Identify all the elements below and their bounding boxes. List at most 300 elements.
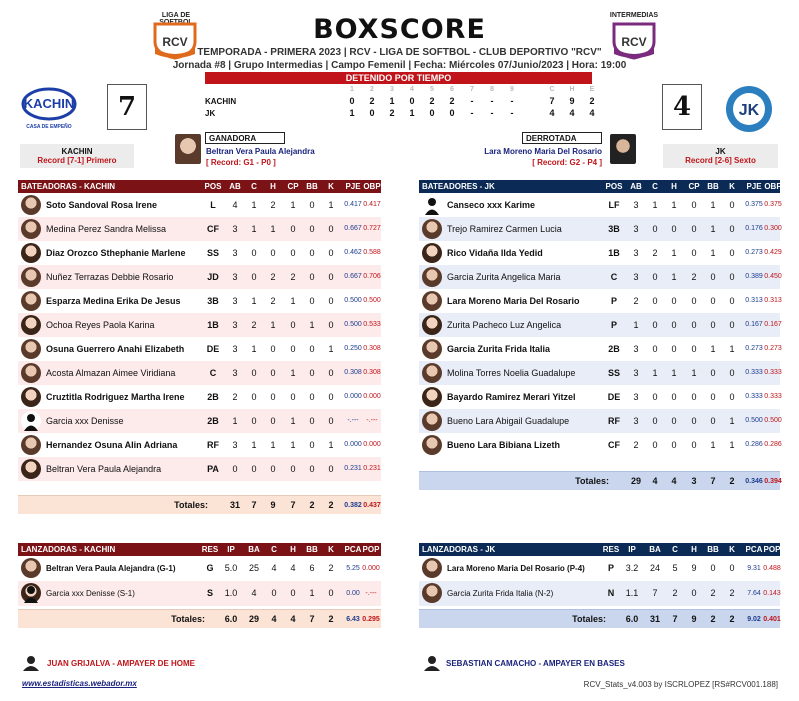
totals-value: 0.437 — [363, 502, 381, 509]
inning-header: 3 — [390, 86, 394, 93]
player-avatar — [21, 315, 41, 335]
stat-cell: 3 — [633, 248, 639, 258]
stat-cell: 0.333 — [745, 369, 763, 376]
stat-cell: 0 — [328, 224, 334, 234]
stat-cell: 0 — [290, 344, 296, 354]
player-avatar — [422, 219, 442, 239]
column-header: POP — [763, 545, 781, 554]
stat-cell: 0 — [309, 272, 315, 282]
linescore-value: 2 — [429, 96, 435, 106]
player-name: Garcia xxx Denisse — [46, 416, 124, 426]
stat-cell: 0.231 — [344, 465, 362, 472]
player-avatar — [21, 387, 41, 407]
umpire-icon — [423, 655, 441, 671]
home-score: 7 — [107, 84, 147, 130]
totals-value: 6.0 — [625, 614, 639, 624]
stat-cell: 3 — [633, 392, 639, 402]
player-name: Bueno Lara Bibiana Lizeth — [447, 440, 561, 450]
stat-cell: 0 — [671, 416, 677, 426]
stat-cell: 5.25 — [346, 565, 360, 572]
totals-label: Totales: — [171, 614, 205, 624]
linescore-value: 0 — [409, 96, 415, 106]
totals-value: 7 — [672, 614, 678, 624]
player-name: Garcia Zurita Frida Italia (N-2) — [447, 589, 554, 598]
version-info: RCV_Stats_v4.003 by ISCRLOPEZ [RS#RCV001.188] — [583, 680, 778, 689]
stat-cell: 0 — [290, 588, 296, 598]
stat-cell: 0 — [290, 224, 296, 234]
column-header: IP — [227, 545, 235, 554]
stat-cell: 1 — [251, 224, 257, 234]
stat-cell: 4 — [251, 588, 257, 598]
column-header: BA — [649, 545, 661, 554]
column-header: PJE — [746, 182, 762, 191]
totals-value: 2 — [328, 614, 334, 624]
stat-cell: 0.500 — [344, 321, 362, 328]
stat-cell: 5 — [672, 563, 678, 573]
player-row — [18, 409, 381, 433]
player-name: Ochoa Reyes Paola Karina — [46, 320, 155, 330]
player-name: Molina Torres Noelia Guadalupe — [447, 368, 576, 378]
stat-cell: JD — [207, 272, 219, 282]
player-avatar — [21, 291, 41, 311]
stat-cell: 4 — [232, 200, 238, 210]
stat-cell: 0 — [251, 248, 257, 258]
table-title: BATEADORES - JK — [422, 182, 495, 191]
stat-cell: 0.308 — [363, 345, 381, 352]
stat-cell: 1 — [710, 224, 716, 234]
stat-cell: 1 — [270, 320, 276, 330]
stat-cell: 0.167 — [764, 321, 782, 328]
stat-cell: 0 — [290, 464, 296, 474]
losing-pitcher-photo — [610, 134, 636, 164]
stat-cell: 1B — [207, 320, 219, 330]
stat-cell: 0.588 — [363, 249, 381, 256]
stat-cell: 0.250 — [344, 345, 362, 352]
stat-cell: 1 — [729, 344, 735, 354]
stat-cell: -.--- — [347, 417, 359, 424]
column-header: OBP — [764, 182, 782, 191]
stat-cell: 1 — [671, 248, 677, 258]
stat-cell: 1 — [290, 440, 296, 450]
stat-cell: 0 — [290, 248, 296, 258]
column-header: IP — [628, 545, 636, 554]
stat-cell: 0 — [652, 272, 658, 282]
stat-cell: 0 — [691, 392, 697, 402]
stat-cell: 1.1 — [625, 588, 639, 598]
stat-cell: 0 — [232, 464, 238, 474]
stat-cell: 1 — [309, 588, 315, 598]
totals-value: 9.02 — [747, 616, 761, 623]
player-name: Nuñez Terrazas Debbie Rosario — [46, 272, 174, 282]
stat-cell: 0 — [652, 320, 658, 330]
right-logo-label: INTERMEDIAS — [609, 12, 659, 19]
stat-cell: 2 — [290, 272, 296, 282]
stat-cell: 9 — [691, 563, 697, 573]
stat-cell: 0.488 — [763, 565, 781, 572]
linescore-value: 7 — [549, 96, 555, 106]
player-row — [419, 289, 780, 313]
stat-cell: 1 — [290, 416, 296, 426]
stat-cell: 0 — [671, 344, 677, 354]
stat-cell: 0.333 — [745, 393, 763, 400]
totals-value: 29 — [630, 476, 641, 486]
player-avatar — [21, 339, 41, 359]
stat-cell: P — [610, 296, 617, 306]
stat-cell: 2 — [672, 588, 678, 598]
losing-pitcher-record: [ Record: G2 - P4 ] — [532, 158, 602, 167]
player-row — [18, 265, 381, 289]
stat-cell: 0 — [691, 224, 697, 234]
player-name: Beltran Vera Paula Alejandra — [46, 464, 162, 474]
stat-cell: 1 — [309, 320, 315, 330]
table-header — [419, 180, 780, 193]
stat-cell: 2 — [251, 320, 257, 330]
totals-value: 4 — [290, 614, 296, 624]
totals-row — [18, 495, 381, 514]
column-header: AB — [630, 182, 642, 191]
linescore-value: 1 — [349, 108, 355, 118]
away-team-record: Record [2-6] Sexto — [685, 156, 756, 165]
player-name: Medina Perez Sandra Melissa — [46, 224, 167, 234]
stat-cell: 0.300 — [764, 225, 782, 232]
column-header: K — [328, 182, 334, 191]
winning-pitcher-photo — [175, 134, 201, 164]
stat-cell: 0 — [328, 296, 334, 306]
stat-cell: 0 — [652, 344, 658, 354]
totals-row — [419, 609, 780, 628]
table-header — [18, 543, 381, 556]
player-avatar — [422, 411, 442, 431]
totals-value: 4 — [271, 614, 277, 624]
stat-cell: 1 — [710, 344, 716, 354]
column-header: AB — [229, 182, 241, 191]
stat-cell: 1 — [729, 440, 735, 450]
stat-cell: P — [607, 563, 614, 573]
player-name: Diaz Orozco Sthephanie Marlene — [46, 248, 186, 258]
stat-cell: 0.308 — [363, 369, 381, 376]
stat-cell: 2 — [729, 588, 735, 598]
stat-cell: 0.333 — [764, 369, 782, 376]
stat-cell: 0.375 — [745, 201, 763, 208]
player-row — [419, 217, 780, 241]
website-link[interactable]: www.estadisticas.webador.mx — [22, 679, 137, 688]
linescore-value: 0 — [369, 108, 375, 118]
player-avatar — [422, 387, 442, 407]
stat-cell: 0.533 — [363, 321, 381, 328]
column-header: C — [251, 182, 257, 191]
stat-cell: 3B — [207, 296, 219, 306]
stat-cell: 1 — [290, 200, 296, 210]
jk-logo-text: JK — [738, 102, 760, 119]
linescore-value: - — [490, 108, 494, 118]
stat-cell: 3 — [633, 272, 639, 282]
linescore-value: - — [470, 108, 474, 118]
stat-cell: 0 — [729, 368, 735, 378]
player-avatar — [422, 291, 442, 311]
linescore-value: - — [470, 96, 474, 106]
stat-cell: 0.000 — [362, 565, 380, 572]
totals-value: 2 — [729, 614, 735, 624]
column-header: POP — [362, 545, 380, 554]
stat-cell: 0.286 — [745, 441, 763, 448]
stat-cell: 0 — [691, 200, 697, 210]
stat-cell: 0 — [270, 416, 276, 426]
totals-value: 9 — [691, 614, 697, 624]
stat-cell: 3 — [633, 200, 639, 210]
player-name: Lara Moreno Maria Del Rosario — [447, 296, 580, 306]
stat-cell: 0.500 — [745, 417, 763, 424]
stat-cell: -.--- — [366, 417, 378, 424]
player-avatar — [21, 435, 41, 455]
status-banner: DETENIDO POR TIEMPO — [205, 72, 592, 84]
player-avatar — [21, 195, 41, 215]
stat-cell: 0.000 — [363, 393, 381, 400]
kachin-logo-text: KACHIN — [23, 96, 75, 111]
stat-cell: 1 — [251, 440, 257, 450]
stat-cell: 1 — [328, 440, 334, 450]
totals-label: Totales: — [174, 500, 208, 510]
player-row — [419, 556, 780, 581]
home-umpire: JUAN GRIJALVA - AMPAYER DE HOME — [47, 659, 196, 668]
player-avatar — [422, 435, 442, 455]
column-header: K — [729, 545, 735, 554]
player-row — [18, 289, 381, 313]
stat-cell: 2 — [633, 440, 639, 450]
column-header: PJE — [345, 182, 361, 191]
stat-cell: 0 — [671, 392, 677, 402]
stat-cell: 0 — [729, 296, 735, 306]
stat-cell: 0 — [671, 296, 677, 306]
stat-cell: 2 — [652, 248, 658, 258]
stat-cell: 0 — [251, 368, 257, 378]
stat-cell: 1 — [232, 416, 238, 426]
stat-cell: 0.273 — [745, 345, 763, 352]
stat-cell: 0 — [691, 296, 697, 306]
stat-cell: 0 — [270, 464, 276, 474]
player-name: Esparza Medina Erika De Jesus — [46, 296, 181, 306]
stat-cell: 0 — [691, 248, 697, 258]
totals-value: 0.295 — [362, 616, 380, 623]
stat-cell: 0 — [691, 416, 697, 426]
stat-cell: 1 — [328, 344, 334, 354]
stat-cell: 0.273 — [764, 345, 782, 352]
jk-logo — [720, 84, 778, 134]
linescore-value: 4 — [549, 108, 555, 118]
player-name: Zurita Pacheco Luz Angelica — [447, 320, 562, 330]
stat-cell: 0 — [729, 200, 735, 210]
totals-row — [419, 471, 780, 490]
stat-cell: 0 — [328, 416, 334, 426]
stat-cell: 0 — [309, 296, 315, 306]
column-header: H — [290, 545, 296, 554]
stat-cell: S — [206, 588, 213, 598]
stat-cell: 1 — [671, 368, 677, 378]
column-header: RES — [201, 545, 219, 554]
stat-cell: 0.00 — [346, 590, 360, 597]
stat-cell: 0.308 — [344, 369, 362, 376]
player-name: Soto Sandoval Rosa Irene — [46, 200, 158, 210]
player-avatar — [422, 363, 442, 383]
stat-cell: SS — [607, 368, 620, 378]
stat-cell: 0.000 — [363, 441, 381, 448]
linescore-team: JK — [205, 109, 216, 118]
table-title: BATEADORAS - KACHIN — [21, 182, 116, 191]
stat-cell: 0 — [328, 464, 334, 474]
inning-header: C — [549, 86, 555, 93]
pitching-table-jk — [419, 543, 780, 628]
player-avatar — [21, 219, 41, 239]
stat-cell: 0.375 — [764, 201, 782, 208]
stat-cell: 0 — [729, 224, 735, 234]
stat-cell: 1 — [633, 320, 639, 330]
stat-cell: 5.0 — [224, 563, 238, 573]
totals-value: 29 — [248, 614, 259, 624]
player-silhouette-icon — [21, 411, 41, 431]
player-row — [18, 581, 381, 606]
stat-cell: 0.450 — [764, 273, 782, 280]
stat-cell: 0 — [309, 392, 315, 402]
linescore-value: 2 — [449, 96, 455, 106]
stat-cell: 0 — [309, 368, 315, 378]
totals-value: 2 — [729, 476, 735, 486]
stat-cell: 0.000 — [344, 441, 362, 448]
stat-cell: 3 — [633, 416, 639, 426]
stat-cell: 0.500 — [344, 297, 362, 304]
stat-cell: PA — [207, 464, 219, 474]
stat-cell: 0.176 — [745, 225, 763, 232]
player-name: Osuna Guerrero Anahi Elizabeth — [46, 344, 185, 354]
player-row — [18, 361, 381, 385]
inning-header: H — [569, 86, 575, 93]
player-row — [18, 385, 381, 409]
stat-cell: C — [209, 368, 217, 378]
column-header: CP — [688, 182, 700, 191]
totals-row — [18, 609, 381, 628]
linescore — [205, 86, 605, 122]
stat-cell: 0 — [652, 392, 658, 402]
totals-value: 31 — [649, 614, 660, 624]
totals-value: 4 — [671, 476, 677, 486]
stat-cell: 3 — [633, 224, 639, 234]
stat-cell: LF — [608, 200, 620, 210]
stat-cell: 1 — [251, 344, 257, 354]
stat-cell: 3.2 — [625, 563, 639, 573]
stat-cell: 0 — [652, 224, 658, 234]
player-name: Trejo Ramirez Carmen Lucia — [447, 224, 562, 234]
totals-value: 2 — [328, 500, 334, 510]
player-name: Cruztitla Rodriguez Martha Irene — [46, 392, 185, 402]
totals-value: 9 — [270, 500, 276, 510]
linescore-value: 4 — [569, 108, 575, 118]
batting-table-jk — [419, 180, 780, 490]
stat-cell: 0 — [710, 563, 716, 573]
stat-cell: SS — [206, 248, 219, 258]
kachin-logo-sub: CASA DE EMPEÑO — [26, 124, 72, 130]
stat-cell: 0 — [671, 320, 677, 330]
column-header: PCA — [344, 545, 362, 554]
totals-value: 2 — [710, 614, 716, 624]
stat-cell: 0.167 — [745, 321, 763, 328]
stat-cell: 0 — [710, 368, 716, 378]
player-row — [18, 433, 381, 457]
stat-cell: 0 — [671, 224, 677, 234]
stat-cell: 0 — [251, 416, 257, 426]
stat-cell: 2 — [270, 200, 276, 210]
column-header: RES — [602, 545, 620, 554]
stat-cell: 0.000 — [344, 393, 362, 400]
totals-value: 31 — [229, 500, 240, 510]
column-header: C — [652, 182, 658, 191]
table-header — [419, 543, 780, 556]
home-team-name: KACHIN — [61, 147, 93, 156]
table-title: LANZADORAS - JK — [422, 545, 496, 554]
season-subtitle: TEMPORADA - PRIMERA 2023 | RCV - LIGA DE SOFTBOL - CLUB DEPORTIVO "RCV" — [197, 47, 602, 58]
player-avatar — [422, 339, 442, 359]
stat-cell: 0 — [270, 344, 276, 354]
stat-cell: 1 — [652, 200, 658, 210]
player-row — [419, 313, 780, 337]
stat-cell: 0 — [652, 416, 658, 426]
stat-cell: 0.231 — [363, 465, 381, 472]
stat-cell: 0 — [652, 296, 658, 306]
column-header: BB — [306, 182, 318, 191]
game-info: Jornada #8 | Grupo Intermedias | Campo Femenil | Fecha: Miércoles 07/Junio/2023 | Hora: 19:00 — [172, 60, 627, 71]
stat-cell: 0 — [309, 416, 315, 426]
stat-cell: 2 — [270, 296, 276, 306]
linescore-value: 0 — [449, 108, 455, 118]
stat-cell: 0 — [328, 248, 334, 258]
stat-cell: 0.333 — [764, 393, 782, 400]
inning-header: 7 — [470, 86, 474, 93]
stat-cell: 0 — [652, 440, 658, 450]
player-silhouette-icon — [21, 583, 41, 603]
inning-header: 9 — [510, 86, 514, 93]
stat-cell: 3 — [232, 440, 238, 450]
pitching-table-kachin — [18, 543, 381, 628]
player-avatar — [21, 363, 41, 383]
column-header: CP — [287, 182, 299, 191]
league-logo-right — [611, 20, 657, 60]
column-header: H — [270, 182, 276, 191]
player-row — [419, 409, 780, 433]
stat-cell: 0 — [290, 392, 296, 402]
player-name: Bueno Lara Abigail Guadalupe — [447, 416, 570, 426]
stat-cell: -.--- — [365, 590, 377, 597]
player-avatar — [422, 315, 442, 335]
totals-value: 0.394 — [764, 478, 782, 485]
column-header: BB — [707, 182, 719, 191]
stat-cell: 2 — [633, 296, 639, 306]
stat-cell: 0 — [691, 440, 697, 450]
column-header: BB — [707, 545, 719, 554]
player-avatar — [21, 243, 41, 263]
stat-cell: 0 — [309, 224, 315, 234]
stat-cell: 4 — [290, 563, 296, 573]
stat-cell: 2 — [710, 588, 716, 598]
stat-cell: 3 — [232, 296, 238, 306]
stat-cell: 0 — [270, 248, 276, 258]
stat-cell: 1 — [671, 272, 677, 282]
stat-cell: 2 — [270, 272, 276, 282]
batting-table-kachin — [18, 180, 381, 514]
totals-value: 7 — [251, 500, 257, 510]
page-title: BOXSCORE — [313, 14, 486, 45]
player-name: Rico Vidaña Ilda Yedid — [447, 248, 543, 258]
stat-cell: 1 — [328, 200, 334, 210]
stat-cell: 2B — [207, 392, 219, 402]
column-header: BB — [306, 545, 318, 554]
stat-cell: 0.286 — [764, 441, 782, 448]
